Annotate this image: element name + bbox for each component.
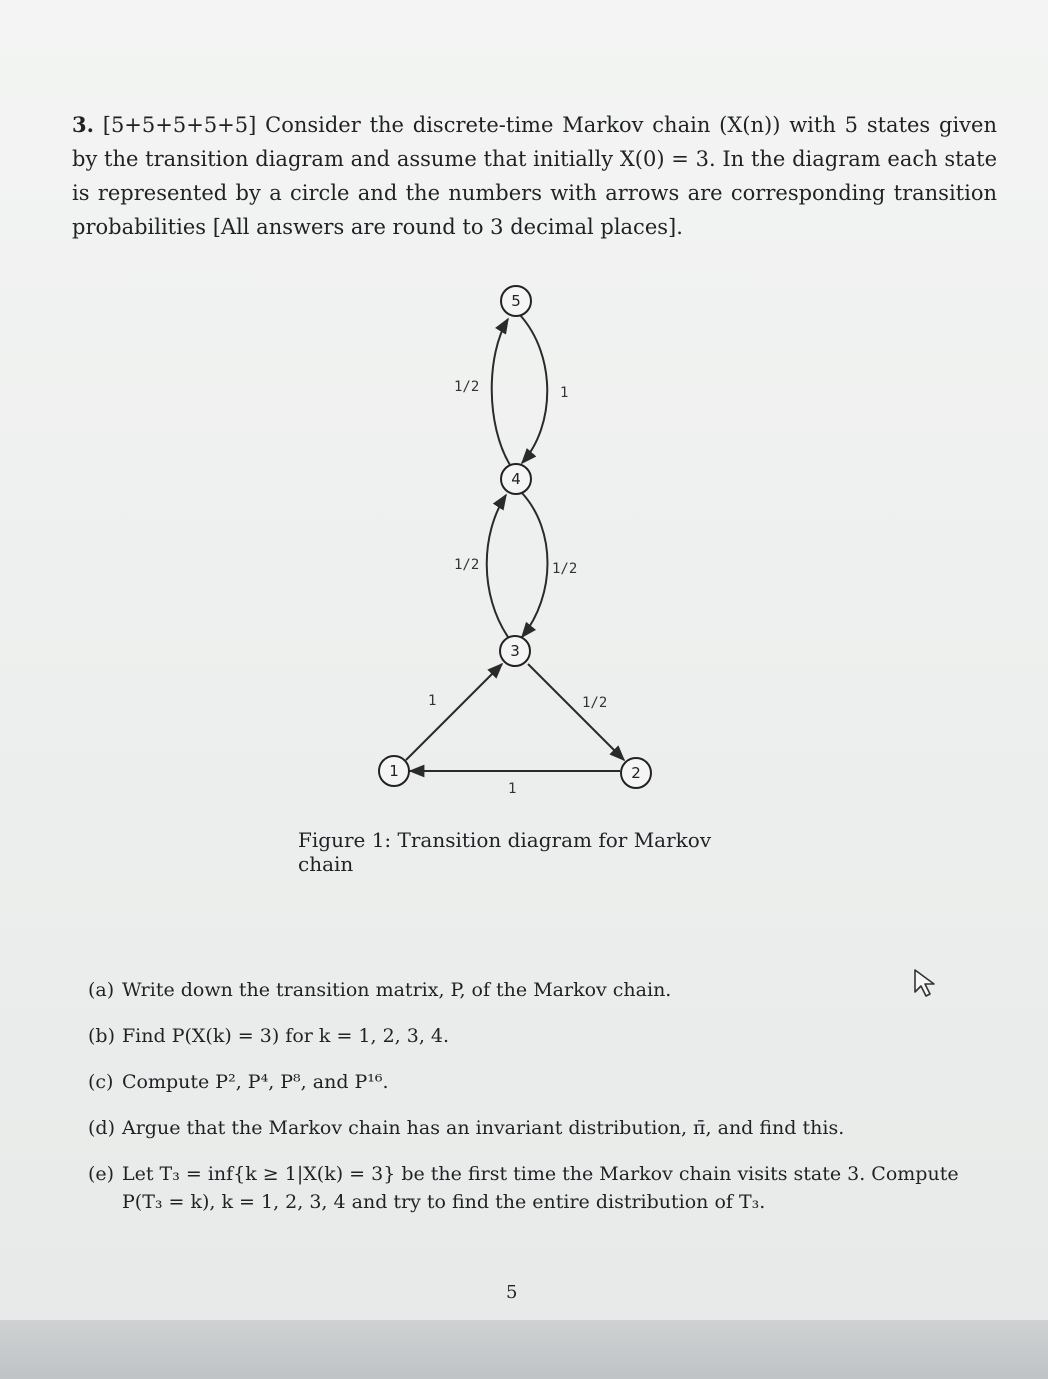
question-text: Find P(X(k) = 3) for k = 1, 2, 3, 4. — [122, 1025, 450, 1047]
label-5-to-4: 1 — [560, 385, 569, 401]
question-c — [88, 1068, 968, 1096]
label-4-to-5: 1/2 — [454, 379, 480, 395]
question-label: (c) — [88, 1071, 114, 1093]
problem-statement — [72, 108, 997, 244]
page-number: 5 — [506, 1282, 518, 1303]
problem-number: 3. — [72, 112, 94, 137]
question-text: Argue that the Markov chain has an invariant distribution, π̄, and find this. — [122, 1117, 845, 1139]
question-b — [88, 1022, 968, 1050]
state-3 — [500, 636, 530, 666]
question-label: (a) — [88, 979, 115, 1001]
question-text: Write down the transition matrix, P, of the Markov chain. — [122, 979, 672, 1001]
edge-5-to-4 — [520, 315, 547, 463]
state-2-label: 2 — [631, 764, 641, 782]
edge-3-to-4 — [487, 495, 508, 637]
label-4-to-3: 1/2 — [552, 561, 578, 577]
question-d — [88, 1114, 968, 1142]
question-list — [88, 976, 968, 1234]
edge-4-to-5 — [492, 319, 510, 465]
label-1-to-3: 1 — [428, 693, 437, 709]
state-1-label: 1 — [389, 762, 399, 780]
edge-3-to-2 — [528, 664, 624, 760]
question-text: Compute P², P⁴, P⁸, and P¹⁶. — [122, 1071, 389, 1093]
state-4-label: 4 — [511, 470, 521, 488]
question-label: (d) — [88, 1117, 115, 1139]
state-4 — [501, 464, 531, 494]
state-5 — [501, 286, 531, 316]
transition-diagram — [370, 275, 680, 805]
question-e — [88, 1160, 968, 1216]
state-2 — [621, 758, 651, 788]
question-label: (e) — [88, 1163, 115, 1185]
label-3-to-2: 1/2 — [582, 695, 608, 711]
state-5-label: 5 — [511, 292, 521, 310]
mouse-pointer-icon — [912, 968, 938, 998]
label-3-to-4: 1/2 — [454, 557, 480, 573]
problem-text: [5+5+5+5+5] Consider the discrete-time Markov chain (X(n)) with 5 states given by the transition diagram and assume that initially X(0) = 3. In the diagram each state is represented by a circle and the numbers with arrows are corresponding transition probabilities [All answers are round to 3 decimal places]. — [72, 113, 997, 239]
edge-1-to-3 — [406, 664, 502, 760]
figure-caption: Figure 1: Transition diagram for Markov chain — [298, 828, 712, 876]
edge-4-to-3 — [522, 493, 548, 637]
question-label: (b) — [88, 1025, 115, 1047]
question-a — [88, 976, 968, 1004]
question-text: Let T₃ = inf{k ≥ 1|X(k) = 3} be the first time the Markov chain visits state 3. Compute P(T₃ = k), k = 1, 2, 3, 4 and try to find the entire distribution of T₃. — [122, 1163, 959, 1213]
state-3-label: 3 — [510, 642, 520, 660]
monitor-bezel — [0, 1320, 1048, 1379]
label-2-to-1: 1 — [508, 781, 517, 797]
state-1 — [379, 756, 409, 786]
